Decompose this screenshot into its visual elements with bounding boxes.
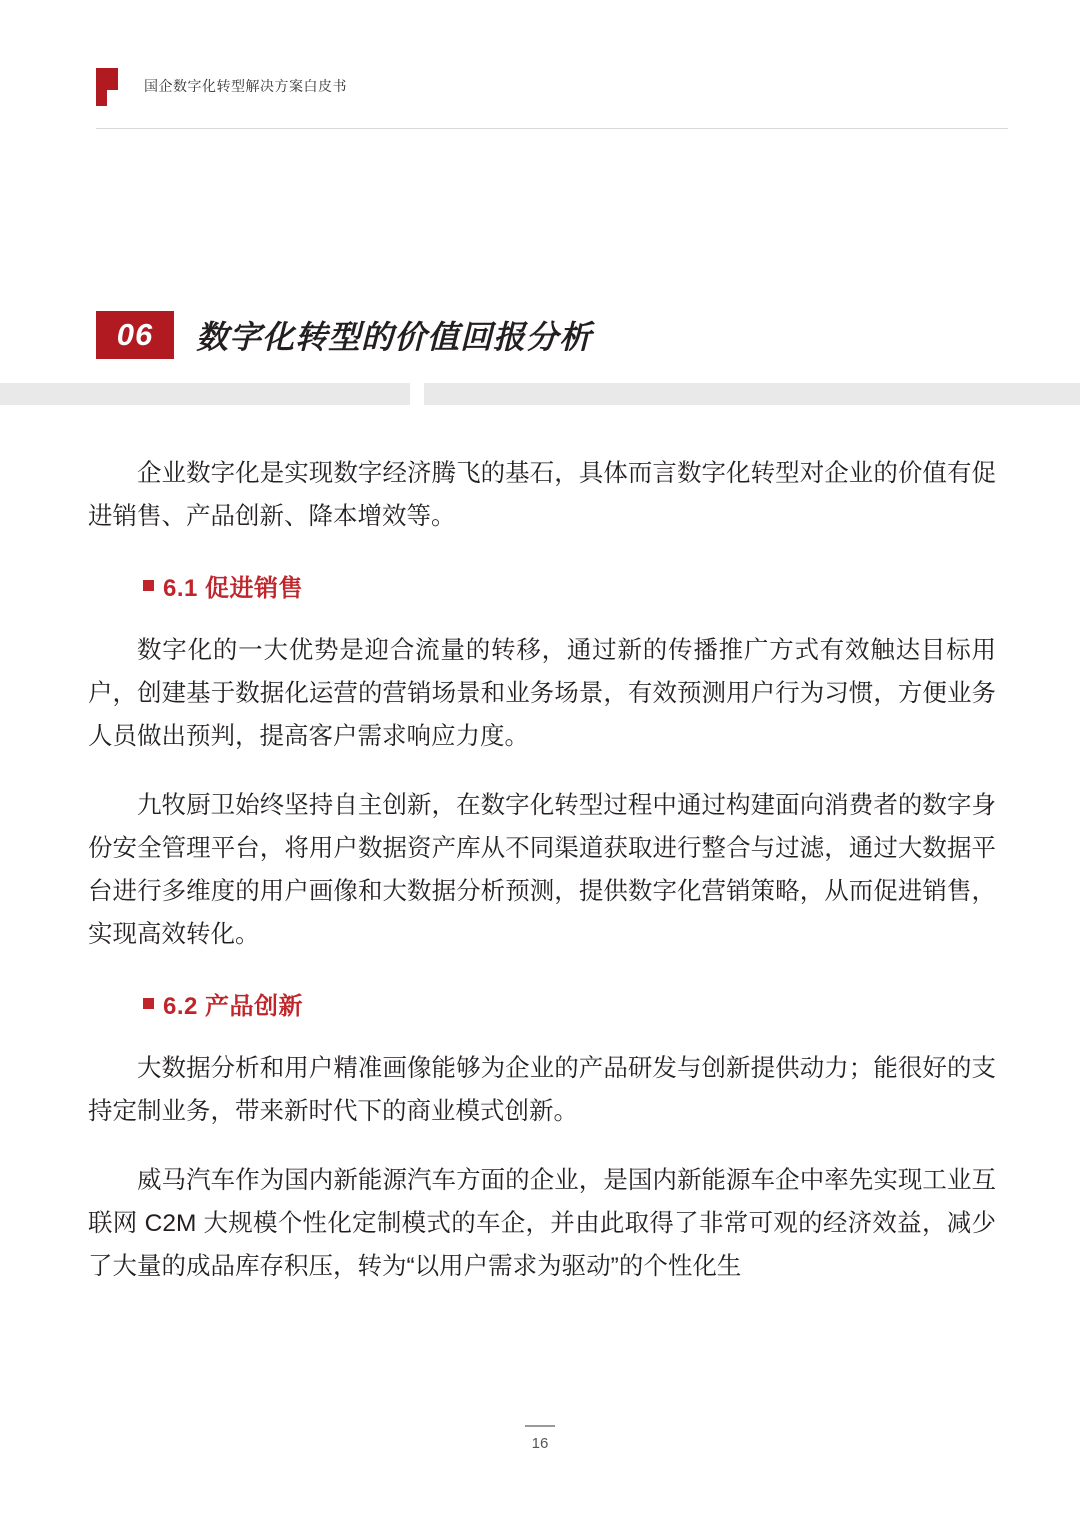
brand-mark-icon: [96, 68, 118, 106]
paragraph-6-1-1: 数字化的一大优势是迎合流量的转移，通过新的传播推广方式有效触达目标用户，创建基于数据化运营的营销场景和业务场景，有效预测用户行为习惯，方便业务人员做出预判，提高客户需求响应力度。: [88, 637, 996, 750]
header-title: 国企数字化转型解决方案白皮书: [144, 78, 347, 94]
square-bullet-icon: [143, 580, 154, 591]
chapter-number: 06: [96, 311, 174, 359]
paragraph-6-2-2: 威马汽车作为国内新能源汽车方面的企业，是国内新能源车企中率先实现工业互联网 C2M 大规模个性化定制模式的车企，并由此取得了非常可观的经济效益，减少了大量的成品库存积压，转为“以用户需求为驱动”的个性化生: [88, 1167, 996, 1280]
chapter-divider-right: [424, 383, 1080, 405]
chapter-divider: [0, 383, 1080, 405]
page-number: 16: [531, 1435, 549, 1452]
page-header: [96, 72, 1008, 129]
page-footer: [0, 1425, 1080, 1452]
section-heading-6-2: [143, 986, 996, 1021]
chapter-title: 数字化转型的价值回报分析: [196, 319, 593, 355]
chapter-heading: [96, 311, 592, 359]
footer-divider: [525, 1425, 555, 1427]
section-heading-6-2-label: 6.2 产品创新: [163, 993, 304, 1020]
intro-paragraph: 企业数字化是实现数字经济腾飞的基石，具体而言数字化转型对企业的价值有促进销售、产品创新、降本增效等。: [88, 460, 996, 530]
section-heading-6-1: [143, 568, 996, 603]
section-heading-6-1-label: 6.1 促进销售: [163, 575, 304, 602]
paragraph-6-2-1: 大数据分析和用户精准画像能够为企业的产品研发与创新提供动力；能很好的支持定制业务，带来新时代下的商业模式创新。: [88, 1055, 996, 1125]
square-bullet-icon: [143, 998, 154, 1009]
document-body: [88, 452, 996, 1314]
paragraph-6-1-2: 九牧厨卫始终坚持自主创新，在数字化转型过程中通过构建面向消费者的数字身份安全管理平台，将用户数据资产库从不同渠道获取进行整合与过滤，通过大数据平台进行多维度的用户画像和大数据分析预测，提供数字化营销策略，从而促进销售，实现高效转化。: [88, 792, 996, 948]
chapter-divider-left: [0, 383, 410, 405]
